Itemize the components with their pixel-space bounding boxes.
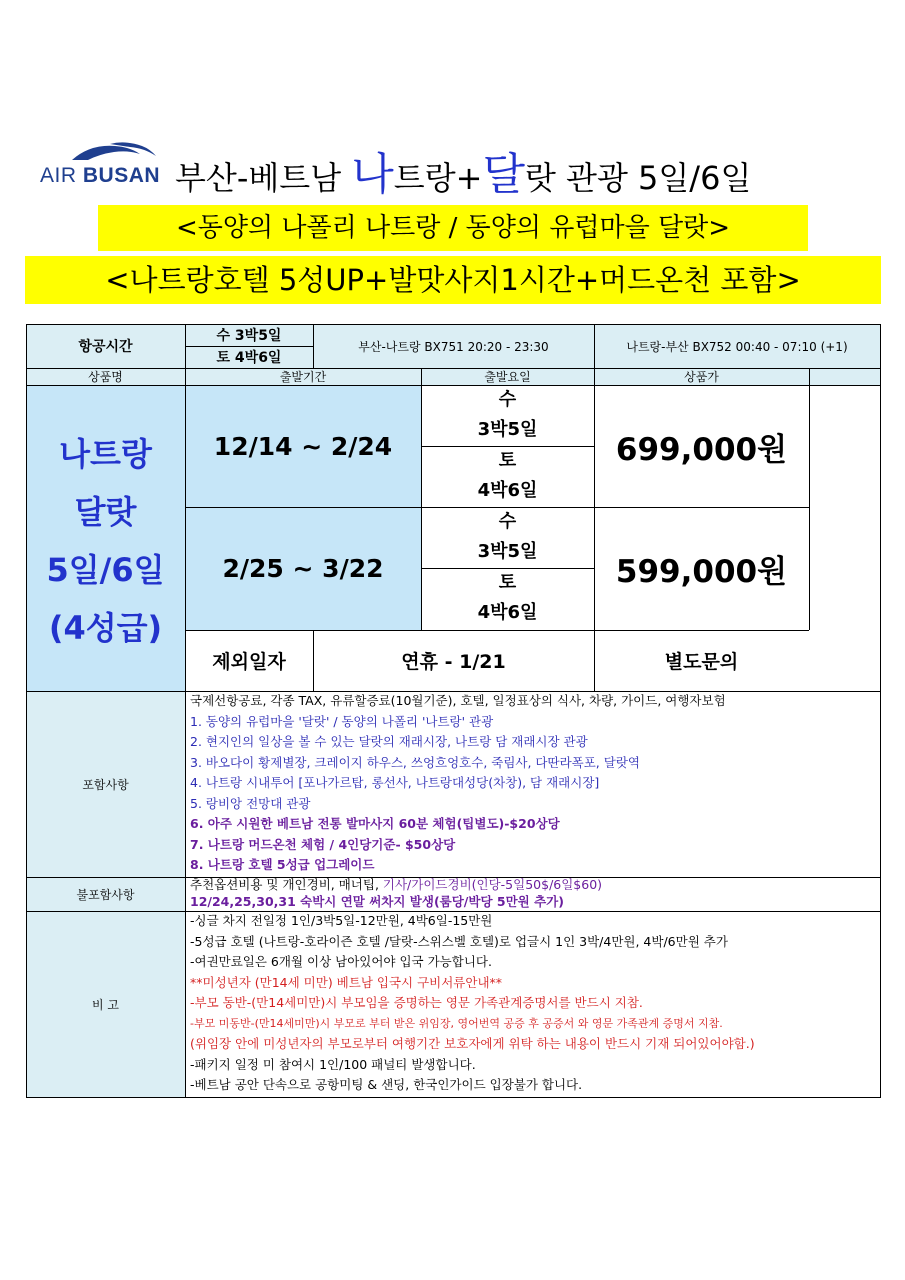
- header-price: 상품가: [684, 370, 719, 384]
- included-line: 국제선항공료, 각종 TAX, 유류할증료(10월기준), 호텔, 일정표상의 식사, 차량, 가이드, 여행자보험: [190, 693, 726, 708]
- product-name: 나트랑 달랏 5일/6일 (4성급): [46, 435, 165, 647]
- remark-line: (위임장 안에 미성년자의 부모로부터 여행기간 보호자에게 위탁 하는 내용이 반드시 기재 되어있어야함.): [190, 1036, 755, 1051]
- remarks-label: 비 고: [92, 998, 119, 1012]
- included-line: 8. 나트랑 호텔 5성급 업그레이드: [190, 857, 375, 872]
- subtitle-2: <나트랑호텔 5성UP+발맛사지1시간+머드온천 포함>: [25, 256, 881, 304]
- included-line: 7. 나트랑 머드온천 체험 / 4인당기준- $50상당: [190, 836, 456, 852]
- remark-line: -여권만료일은 6개월 이상 남아있어야 입국 가능합니다.: [190, 954, 492, 969]
- included-line: 4. 나트랑 시내투어 [포나가르탑, 롱선사, 나트랑대성당(차창), 담 재래시장]: [190, 775, 600, 790]
- remark-line: **미성년자 (만14세 미만) 베트남 입국시 구비서류안내**: [190, 974, 503, 990]
- not-included-line: 12/24,25,30,31 숙박시 연말 써차지 발생(룸당/박당 5만원 추가): [190, 894, 564, 909]
- excluded-note: 별도문의: [664, 651, 739, 673]
- remark-line: -부모 미동반-(만14세미만)시 부모로 부터 받은 위임장, 영어번역 공증 후 공증서 와 영문 가족관계 증명서 지참.: [190, 1016, 723, 1030]
- header-period: 출발기간: [279, 370, 327, 384]
- period-row-2: 2/25 ~ 3/22: [222, 554, 384, 583]
- included-label: 포함사항: [82, 777, 129, 792]
- remark-line: -부모 동반-(만14세미만)시 부모임을 증명하는 영문 가족관계증명서를 반드시 지참.: [190, 995, 643, 1010]
- flight-day-wed: 수 3박5일: [216, 328, 282, 344]
- page-title: 부산-베트남 나트랑+달랏 관광 5일/6일: [175, 149, 752, 200]
- remark-line: -패키지 일정 미 참여시 1인/100 패널티 발생합니다.: [190, 1056, 476, 1072]
- remark-line: -싱글 차지 전일정 1인/3박5일-12만원, 4박6일-15만원: [190, 913, 493, 928]
- remarks-list: [190, 911, 755, 1096]
- period-row-1: 12/14 ~ 2/24: [213, 431, 393, 461]
- included-list: [190, 691, 726, 876]
- excluded-label: 제외일자: [212, 651, 286, 673]
- weekday-row-1-sat: 토 4박6일: [477, 450, 538, 501]
- weekday-row-1-wed: 수 3박5일: [477, 389, 538, 440]
- included-line: 1. 동양의 유럽마을 '달랏' / 동양의 나폴리 '나트랑' 관광: [190, 713, 494, 729]
- included-line: 2. 현지인의 일상을 볼 수 있는 달랏의 재래시장, 나트랑 담 재래시장 관광: [190, 734, 588, 749]
- excluded-value: 연휴 - 1/21: [401, 651, 506, 673]
- price-row-2: 599,000원: [615, 554, 788, 590]
- flight-day-sat: 토 4박6일: [216, 350, 282, 366]
- logo-text: AIR BUSAN: [40, 164, 161, 187]
- weekday-row-2-wed: 수 3박5일: [477, 511, 538, 562]
- not-included-line: 추천옵션비용 및 개인경비, 매너팁, 기사/가이드경비(인당-5일50$/6일$60): [190, 877, 603, 892]
- weekday-row-2-sat: 토 4박6일: [477, 572, 538, 623]
- flight-outbound: 부산-나트랑 BX751 20:20 - 23:30: [358, 339, 549, 354]
- remark-line: -5성급 호텔 (나트랑-호라이즌 호텔 /달랏-스위스벨 호텔)로 업글시 1인 3박/4만원, 4박/6만원 추가: [190, 933, 728, 949]
- header-weekday: 출발요일: [484, 370, 531, 384]
- price-row-1: 699,000원: [615, 431, 788, 468]
- subtitle-1: <동양의 나폴리 나트랑 / 동양의 유럽마을 달랏>: [98, 205, 808, 251]
- included-line: 6. 아주 시원한 베트남 전통 발마사지 60분 체험(팁별도)-$20상당: [190, 816, 560, 831]
- flight-label: 항공시간: [78, 339, 133, 355]
- bird-icon: [70, 140, 160, 162]
- air-busan-logo: [40, 140, 165, 190]
- included-line: 5. 랑비앙 전망대 관광: [190, 795, 311, 811]
- not-included-list: [190, 876, 602, 910]
- flight-inbound: 나트랑-부산 BX752 00:40 - 07:10 (+1): [626, 339, 848, 354]
- not-included-label: 불포함사항: [76, 887, 135, 902]
- remark-line: -베트남 공안 단속으로 공항미팅 & 샌딩, 한국인가이드 입장불가 합니다.: [190, 1077, 583, 1092]
- included-line: 3. 바오다이 황제별장, 크레이지 하우스, 쓰엉흐엉호수, 죽림사, 다딴라폭포, 달랏역: [190, 754, 640, 770]
- header-product: 상품명: [88, 370, 123, 384]
